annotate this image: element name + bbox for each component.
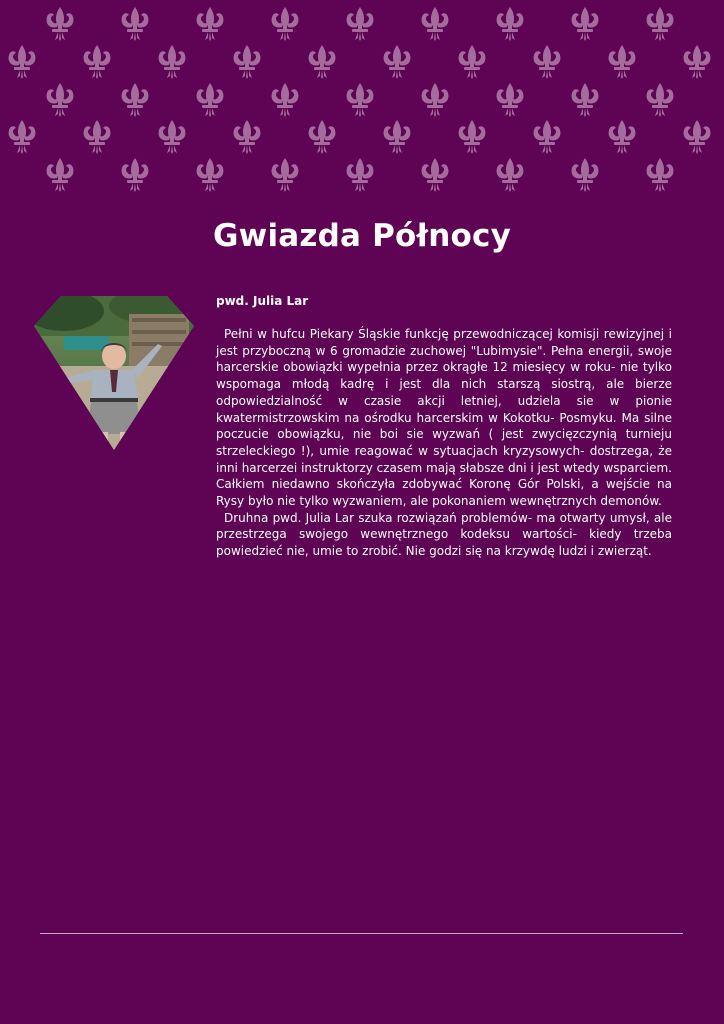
page-title: Gwiazda Północy xyxy=(212,218,512,254)
fleur-de-lis-icon xyxy=(572,7,599,41)
profile-bio xyxy=(216,326,672,560)
fleur-de-lis-icon xyxy=(647,83,674,117)
fleur-de-lis-icon xyxy=(384,120,411,154)
fleur-de-lis-icon xyxy=(647,158,674,192)
fleur-de-lis-icon xyxy=(572,83,599,117)
fleur-de-lis-icon xyxy=(497,158,524,192)
fleur-de-lis-icon xyxy=(9,120,36,154)
fleur-de-lis-icon xyxy=(197,158,224,192)
fleur-de-lis-icon xyxy=(47,83,74,117)
fleur-de-lis-icon xyxy=(122,83,149,117)
profile-photo xyxy=(34,296,194,450)
fleur-de-lis-icon xyxy=(534,45,561,79)
fleur-de-lis-icon xyxy=(347,7,374,41)
fleur-de-lis-icon xyxy=(459,45,486,79)
bio-paragraph: Pełni w hufcu Piekary Śląskie funkcję przewodniczącej komisji rewizyjnej i jest przyboczną w 6 gromadzie zuchowej "Lubimysie". Pełna energii, swoje harcerskie obowiązki wypełnia przez okrągłe 12 miesięcy w roku- nie tylko wspomaga młodą kadrę i jest dla nich starszą siostrą, ale bierze odpowiedzialność w czasie akcji letniej, udziela sie w pionie kwatermistrzowskim na ośrodku harcerskim w Kokotku- Posmyku. Ma silne poczucie obowiązku, nie boi sie wyzwań ( jest zwycięzczynią turnieju strzeleckiego !), umie reagować w sytuacjach kryzysowych- dostrzega, że inni harcerzei instruktorzy czasem mają słabsze dni i jest wtedy wsparciem. Całkiem niedawno skończyła zdobywać Koronę Gór Polski, a wejście na Rysy było nie tylko wyzwaniem, ale pokonaniem wewnętrznych demonów. xyxy=(216,327,672,509)
fleur-de-lis-icon xyxy=(422,158,449,192)
footer-divider xyxy=(40,933,683,934)
fleur-de-lis-icon xyxy=(309,120,336,154)
fleur-de-lis-icon xyxy=(197,83,224,117)
bio-paragraph: Druhna pwd. Julia Lar szuka rozwiązań problemów- ma otwarty umysł, ale przestrzega swojego wewnętrznego kodeksu wartości- kiedy trzeba powiedzieć nie, umie to zrobić. Nie godzi się na krzywdę ludzi i zwierząt. xyxy=(216,510,672,559)
fleur-de-lis-icon xyxy=(347,158,374,192)
fleur-de-lis-icon xyxy=(234,120,261,154)
fleur-de-lis-icon xyxy=(684,120,711,154)
fleur-de-lis-icon xyxy=(159,45,186,79)
fleur-de-lis-icon xyxy=(497,7,524,41)
fleur-de-lis-icon xyxy=(347,83,374,117)
fleur-de-lis-icon xyxy=(122,158,149,192)
fleur-de-lis-icon xyxy=(84,120,111,154)
fleur-de-lis-icon xyxy=(272,83,299,117)
fleur-de-lis-icon xyxy=(609,120,636,154)
fleur-de-lis-icon xyxy=(572,158,599,192)
fleur-de-lis-icon xyxy=(122,7,149,41)
fleur-de-lis-icon xyxy=(422,7,449,41)
fleur-de-lis-icon xyxy=(272,158,299,192)
fleur-de-lis-icon xyxy=(309,45,336,79)
fleur-de-lis-icon xyxy=(47,158,74,192)
fleur-de-lis-icon xyxy=(647,7,674,41)
fleur-de-lis-icon xyxy=(459,120,486,154)
fleur-de-lis-icon xyxy=(497,83,524,117)
fleur-de-lis-icon xyxy=(159,120,186,154)
fleur-de-lis-icon xyxy=(384,45,411,79)
fleur-de-lis-pattern xyxy=(0,0,724,200)
fleur-de-lis-icon xyxy=(272,7,299,41)
fleur-de-lis-icon xyxy=(684,45,711,79)
fleur-de-lis-icon xyxy=(609,45,636,79)
profile-name: pwd. Julia Lar xyxy=(216,294,309,308)
fleur-de-lis-icon xyxy=(422,83,449,117)
fleur-de-lis-icon xyxy=(534,120,561,154)
fleur-de-lis-icon xyxy=(234,45,261,79)
fleur-de-lis-icon xyxy=(47,7,74,41)
fleur-de-lis-icon xyxy=(84,45,111,79)
fleur-de-lis-icon xyxy=(9,45,36,79)
fleur-de-lis-icon xyxy=(197,7,224,41)
